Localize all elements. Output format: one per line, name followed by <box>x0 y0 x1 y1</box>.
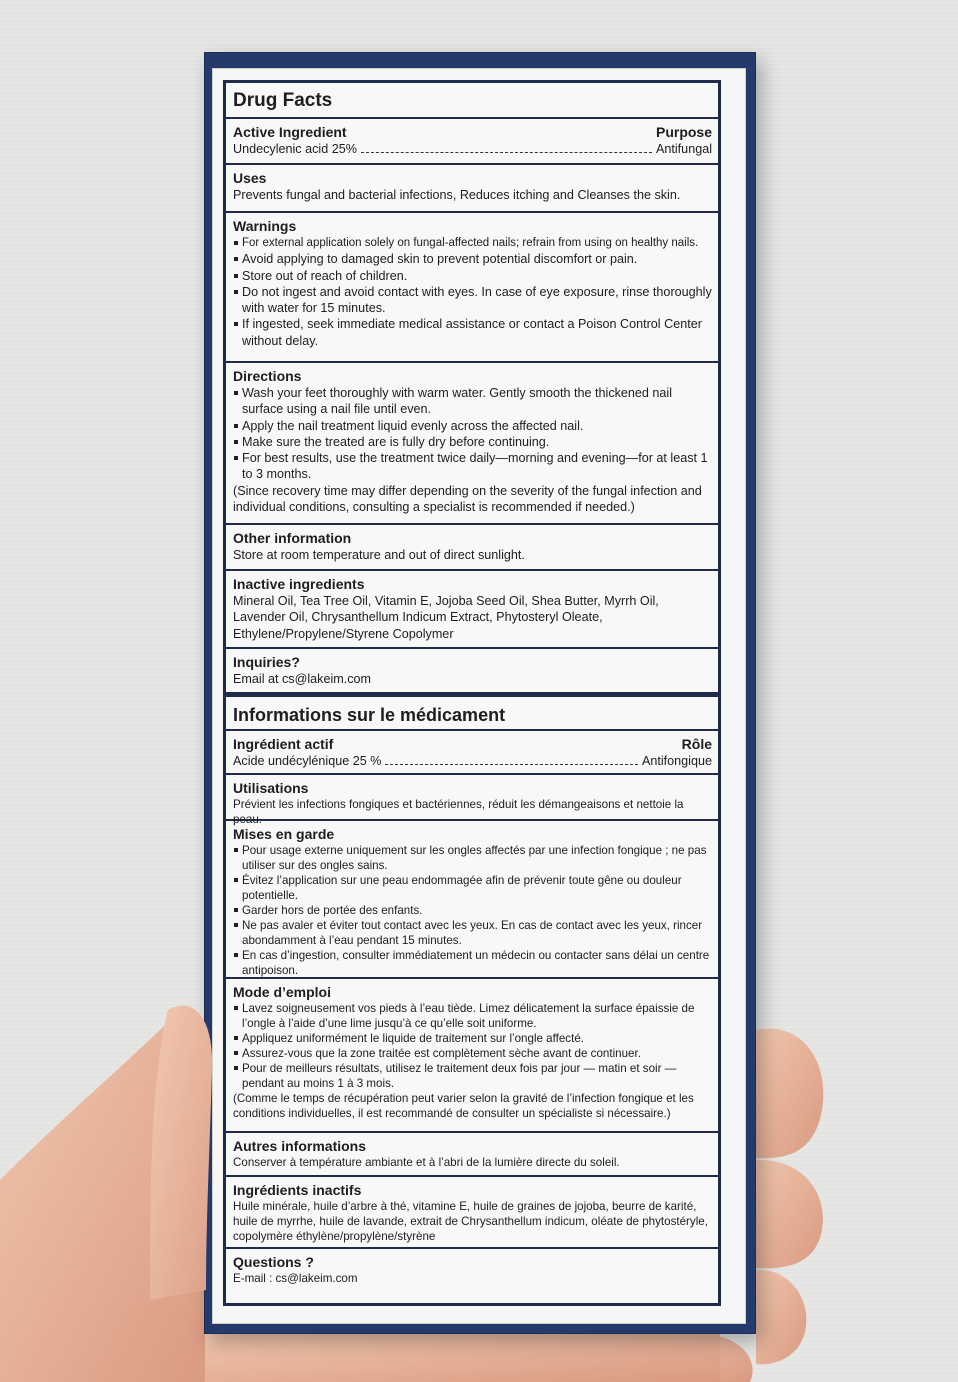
list-item: For external application solely on fungal-affected nails; refrain from using on healthy nails. <box>233 235 712 251</box>
fr-directions-note: (Comme le temps de récupération peut varier selon la gravité de l’infection fongique et les conditions individuelles, il est recommandé de consulter un spécialiste si nécessaire.) <box>233 1092 694 1120</box>
fr-warnings-heading: Mises en garde <box>233 826 335 842</box>
fr-inactive-ingredients-text: Huile minérale, huile d’arbre à thé, vitamine E, huile de graines de jojoba, beurre de karité, huile de myrrhe, huile de lavande, extrait de Chrysanthellum indicum, oléate de phytostéryle, copolymère éthylène/propylène/styrène <box>233 1200 708 1243</box>
fr-uses-heading: Utilisations <box>233 780 309 796</box>
list-item: Do not ingest and avoid contact with eyes. In case of eye exposure, rinse thoroughly with water for 15 minutes. <box>233 284 712 317</box>
active-ingredient-purpose: Antifungal <box>655 142 712 156</box>
directions-note: (Since recovery time may differ depending on the severity of the fungal infection and individual conditions, consulting a specialist is recommended if needed.) <box>233 483 702 515</box>
inquiries-heading: Inquiries? <box>233 654 300 670</box>
inactive-ingredients-heading: Inactive ingredients <box>233 576 365 592</box>
drug-facts-title: Drug Facts <box>233 90 333 111</box>
list-item: Lavez soigneusement vos pieds à l’eau tiède. Limez délicatement la surface épaissie de l’ongle à l’aide d’une lime jusqu’à ce qu’elle soit uniforme. <box>233 1001 712 1031</box>
fr-other-information-heading: Autres informations <box>233 1138 367 1154</box>
list-item: Assurez-vous que la zone traitée est complètement sèche avant de continuer. <box>233 1046 712 1061</box>
list-item: Apply the nail treatment liquid evenly across the affected nail. <box>233 418 712 434</box>
directions-heading: Directions <box>233 368 302 384</box>
list-item: Wash your feet thoroughly with warm water. Gently smooth the thickened nail surface using a nail file until even. <box>233 385 712 418</box>
other-information-heading: Other information <box>233 530 352 546</box>
warnings-heading: Warnings <box>233 218 297 234</box>
other-information-text: Store at room temperature and out of direct sunlight. <box>233 548 525 562</box>
active-ingredient-name: Undecylenic acid 25% <box>233 142 357 156</box>
list-item: En cas d’ingestion, consulter immédiatement un médecin ou contacter sans délai un centre antipoison. <box>233 948 712 978</box>
fr-uses-text: Prévient les infections fongiques et bactériennes, réduit les démangeaisons et nettoie la peau. <box>233 798 684 826</box>
list-item: Évitez l’application sur une peau endommagée afin de prévenir toute gêne ou douleur potentielle. <box>233 873 712 903</box>
fr-active-ingredient-heading: Ingrédient actif <box>233 736 334 752</box>
fr-inquiries-text: E-mail : cs@lakeim.com <box>233 1272 358 1285</box>
fr-inactive-ingredients-heading: Ingrédients inactifs <box>233 1182 362 1198</box>
list-item: Store out of reach of children. <box>233 268 712 284</box>
inquiries-text: Email at cs@lakeim.com <box>233 672 372 686</box>
fr-other-information-text: Conserver à température ambiante et à l’abri de la lumière directe du soleil. <box>233 1156 620 1169</box>
fr-directions-heading: Mode d’emploi <box>233 984 331 1000</box>
list-item: Pour usage externe uniquement sur les ongles affectés par une infection fongique ; ne pas utiliser sur des ongles sains. <box>233 843 712 873</box>
list-item: Pour de meilleurs résultats, utilisez le traitement deux fois par jour — matin et soir — pendant au moins 1 à 3 mois. <box>233 1061 712 1091</box>
active-ingredient-heading: Active Ingredient <box>233 124 347 140</box>
inactive-ingredients-text: Mineral Oil, Tea Tree Oil, Vitamin E, Jojoba Seed Oil, Shea Butter, Myrrh Oil, Lavender Oil, Chrysanthellum Indicum Extract, Phytosteryl Oleate, Ethylene/Propylene/Styrene Copolymer <box>233 594 659 641</box>
list-item: For best results, use the treatment twice daily—morning and evening—for at least 1 to 3 months. <box>233 450 712 483</box>
list-item: Avoid applying to damaged skin to prevent potential discomfort or pain. <box>233 251 712 267</box>
fr-active-ingredient-purpose: Antifongique <box>641 754 712 768</box>
list-item: Garder hors de portée des enfants. <box>233 903 712 918</box>
fr-active-ingredient-name: Acide undécylénique 25 % <box>233 754 382 768</box>
uses-text: Prevents fungal and bacterial infections, Reduces itching and Cleanses the skin. <box>233 188 681 202</box>
list-item: Appliquez uniformément le liquide de traitement sur l’ongle affecté. <box>233 1031 712 1046</box>
list-item: Make sure the treated are is fully dry before continuing. <box>233 434 712 450</box>
fr-drug-facts-title: Informations sur le médicament <box>233 705 506 725</box>
list-item: If ingested, seek immediate medical assistance or contact a Poison Control Center without delay. <box>233 316 712 349</box>
fr-inquiries-heading: Questions ? <box>233 1254 314 1270</box>
fr-purpose-heading: Rôle <box>681 736 712 752</box>
list-item: Ne pas avaler et éviter tout contact avec les yeux. En cas de contact avec les yeux, rincer abondamment à l’eau pendant 15 minutes. <box>233 918 712 948</box>
purpose-heading: Purpose <box>655 124 712 140</box>
uses-heading: Uses <box>233 170 267 186</box>
